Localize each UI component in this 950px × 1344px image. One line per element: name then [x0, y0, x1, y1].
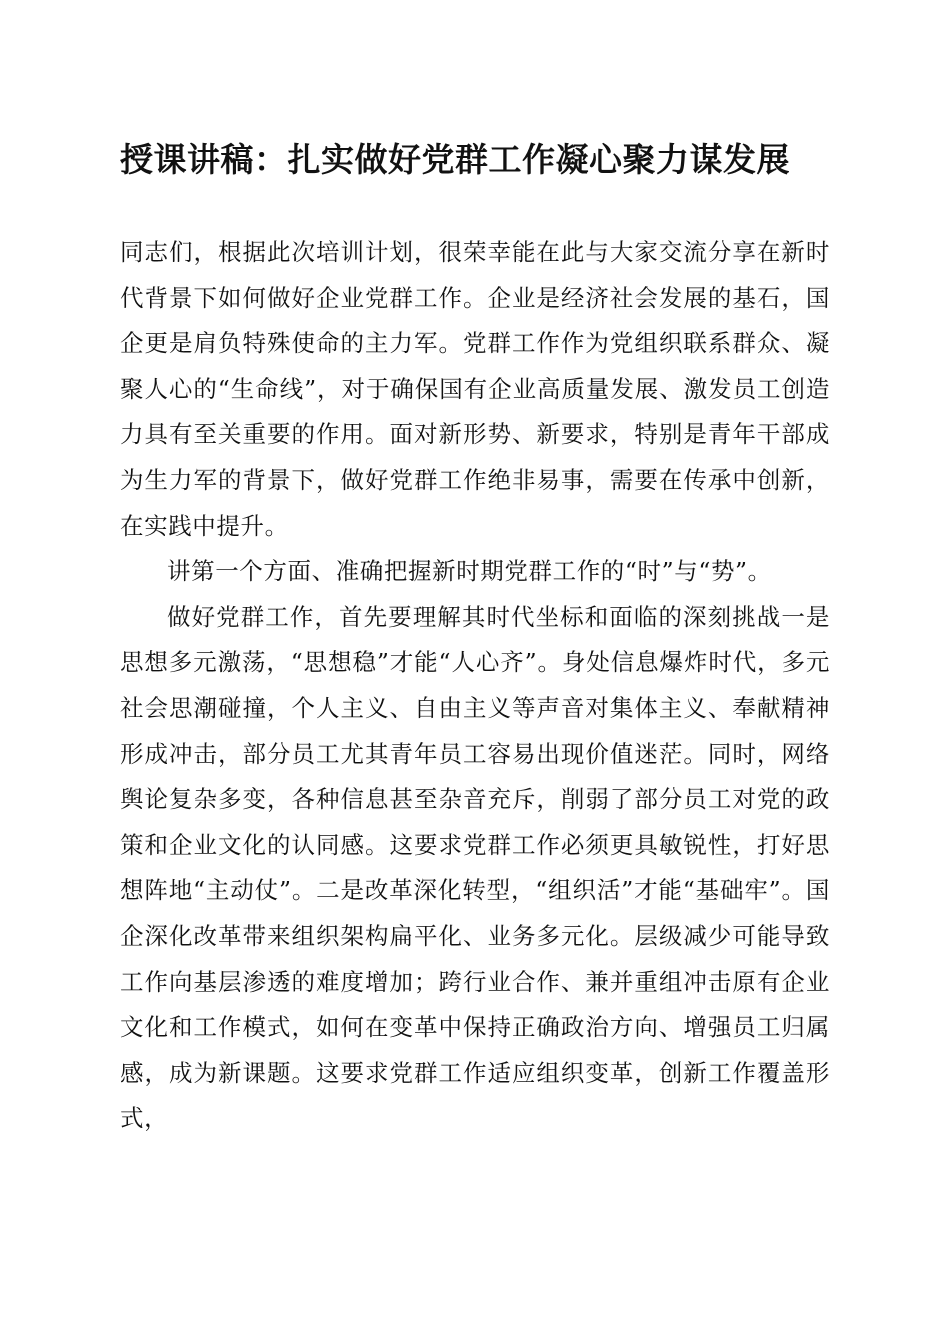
document-body — [120, 230, 830, 1142]
paragraph-challenges: 做好党群工作，首先要理解其时代坐标和面临的深刻挑战一是思想多元激荡，“思想稳”才能“人心齐”。身处信息爆炸时代，多元社会思潮碰撞，个人主义、自由主义等声音对集体主义、奉献精神形成冲击，部分员工尤其青年员工容易出现价值迷茫。同时，网络舆论复杂多变，各种信息甚至杂音充斥，削弱了部分员工对党的政策和企业文化的认同感。这要求党群工作必须更具敏锐性，打好思想阵地“主动仗”。二是改革深化转型，“组织活”才能“基础牢”。国企深化改革带来组织架构扁平化、业务多元化。层级减少可能导致工作向基层渗透的难度增加；跨行业合作、兼并重组冲击原有企业文化和工作模式，如何在变革中保持正确政治方向、增强员工归属感，成为新课题。这要求党群工作适应组织变革，创新工作覆盖形式， — [120, 602, 830, 1133]
document-title: 授课讲稿：扎实做好党群工作凝心聚力谋发展 — [120, 140, 790, 179]
paragraph-opening: 同志们，根据此次培训计划，很荣幸能在此与大家交流分享在新时代背景下如何做好企业党群工作。企业是经济社会发展的基石，国企更是肩负特殊使命的主力军。党群工作作为党组织联系群众、凝聚人心的“生命线”，对于确保国有企业高质量发展、激发员工创造力具有至关重要的作用。面对新形势、新要求，特别是青年干部成为生力军的背景下，做好党群工作绝非易事，需要在传承中创新，在实践中提升。 — [120, 238, 830, 540]
paragraph-section-heading: 讲第一个方面、准确把握新时期党群工作的“时”与“势”。 — [167, 557, 772, 586]
